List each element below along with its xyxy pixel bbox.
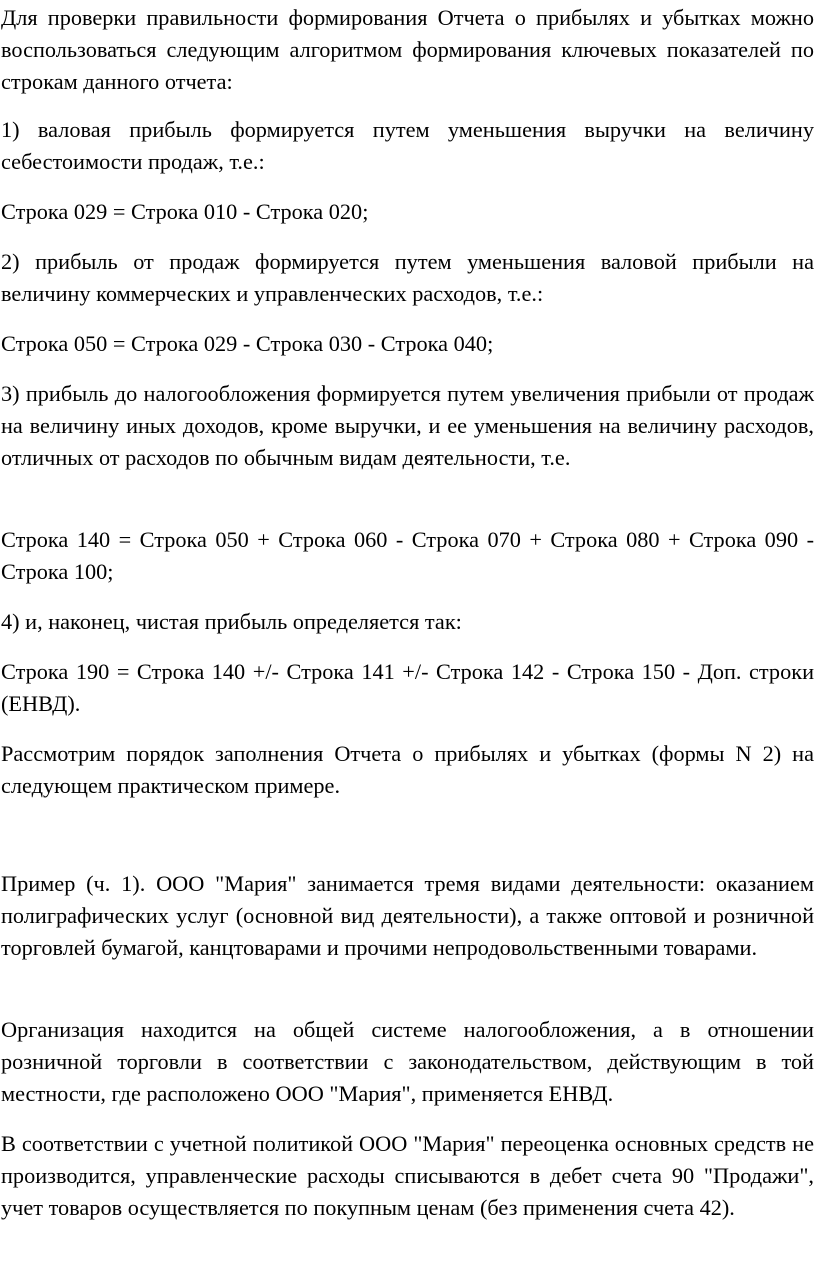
sales-profit-paragraph: 2) прибыль от продаж формируется путем уменьшения валовой прибыли на величину коммерческих и управленческих расходов, т.е.: — [1, 249, 814, 306]
example-intro-paragraph: Рассмотрим порядок заполнения Отчета о прибылях и убытках (формы N 2) на следующем практическом примере. — [1, 741, 814, 798]
formula-line-029: Строка 029 = Строка 010 - Строка 020; — [1, 199, 369, 224]
formula-line-050: Строка 050 = Строка 029 - Строка 030 - Строка 040; — [1, 331, 494, 356]
net-profit-paragraph: 4) и, наконец, чистая прибыль определяется так: — [1, 609, 462, 634]
taxation-paragraph: Организация находится на общей системе налогообложения, а в отношении розничной торговли в соответствии с законодательством, действующим в той местности, где расположено ООО "Мария", применяется ЕНВД. — [1, 1017, 814, 1106]
accounting-policy-paragraph: В соответствии с учетной политикой ООО "Мария" переоценка основных средств не производится, управленческие расходы списываются в дебет счета 90 "Продажи", учет товаров осуществляется по покупным ценам (без применения счета 42). — [1, 1131, 814, 1220]
example-part1-paragraph: Пример (ч. 1). ООО "Мария" занимается тремя видами деятельности: оказанием полиграфических услуг (основной вид деятельности), а также оптовой и розничной торговлей бумагой, канцтоварами и прочими непродовольственными товарами. — [1, 871, 814, 960]
intro-paragraph: Для проверки правильности формирования Отчета о прибылях и убытках можно воспользоваться следующим алгоритмом формирования ключевых показателей по строкам данного отчета: — [1, 5, 814, 94]
formula-line-140: Строка 140 = Строка 050 + Строка 060 - Строка 070 + Строка 080 + Строка 090 - Строка 100; — [1, 527, 814, 584]
pretax-profit-paragraph: 3) прибыль до налогообложения формируется путем увеличения прибыли от продаж на величину иных доходов, кроме выручки, и ее уменьшения на величину расходов, отличных от расходов по обычным видам деятельности, т.е. — [1, 381, 814, 470]
gross-profit-paragraph: 1) валовая прибыль формируется путем уменьшения выручки на величину себестоимости продаж, т.е.: — [1, 117, 814, 174]
formula-line-190: Строка 190 = Строка 140 +/- Строка 141 +/- Строка 142 - Строка 150 - Доп. строки (ЕНВД). — [1, 659, 814, 716]
